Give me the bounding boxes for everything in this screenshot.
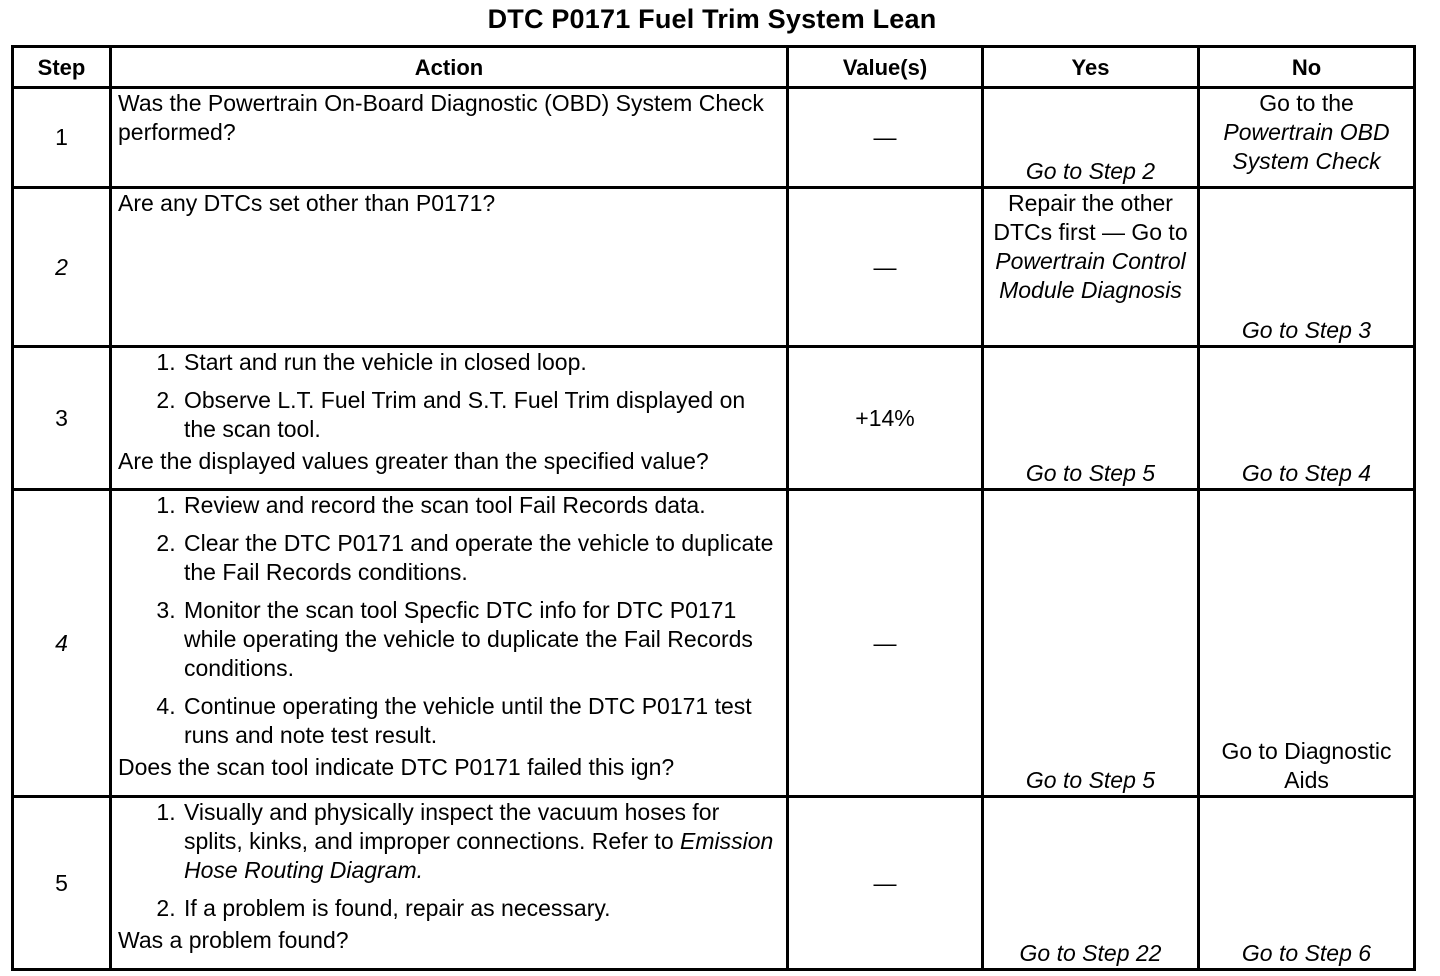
action-cell: [111, 188, 788, 347]
yes-cell[interactable]: [983, 797, 1199, 970]
table-row: [13, 797, 1415, 970]
value-cell: —: [788, 490, 983, 797]
header-values: Value(s): [788, 47, 983, 88]
header-action: Action: [111, 47, 788, 88]
action-question: Does the scan tool indicate DTC P0171 failed this ign?: [118, 754, 675, 780]
yes-cell[interactable]: [983, 347, 1199, 490]
header-yes: Yes: [983, 47, 1199, 88]
no-prefix: Go to the: [1259, 90, 1354, 116]
no-link[interactable]: Go to Step 3: [1241, 317, 1372, 343]
yes-prefix: Repair the other DTCs first — Go to: [993, 190, 1188, 245]
yes-link[interactable]: Powertrain Control Module Diagnosis: [995, 248, 1186, 303]
action-cell: [111, 797, 788, 970]
yes-cell[interactable]: [983, 88, 1199, 188]
no-cell[interactable]: [1199, 88, 1415, 188]
no-cell[interactable]: [1199, 490, 1415, 797]
page-title: DTC P0171 Fuel Trim System Lean: [487, 4, 937, 34]
header-no: No: [1199, 47, 1415, 88]
no-cell[interactable]: [1199, 797, 1415, 970]
yes-link[interactable]: Go to Step 2: [1025, 158, 1156, 184]
table-row: [13, 188, 1415, 347]
action-question: Are the displayed values greater than the specified value?: [118, 448, 709, 474]
value-cell: —: [788, 797, 983, 970]
table-row: [13, 490, 1415, 797]
action-step-item: 1. Start and run the vehicle in closed loop.: [182, 348, 780, 377]
action-step-item: [182, 798, 780, 885]
action-question: Was a problem found?: [118, 927, 349, 953]
action-cell: [111, 347, 788, 490]
action-steps: [118, 491, 780, 750]
action-step-text: Visually and physically inspect the vacuum hoses for splits, kinks, and improper connections. Refer to: [184, 799, 720, 854]
yes-link[interactable]: Go to Step 5: [1025, 767, 1156, 793]
step-number: 2: [13, 188, 111, 347]
table-row: [13, 347, 1415, 490]
no-cell[interactable]: [1199, 188, 1415, 347]
action-steps: [118, 348, 780, 444]
header-row: [13, 47, 1415, 88]
no-link[interactable]: Go to Step 4: [1241, 460, 1372, 486]
yes-cell[interactable]: [983, 188, 1199, 347]
diagnostic-table: [11, 45, 1416, 971]
yes-cell[interactable]: [983, 490, 1199, 797]
yes-link[interactable]: Go to Step 22: [1019, 940, 1162, 966]
action-step-item: 4. Continue operating the vehicle until the DTC P0171 test runs and note test result.: [182, 692, 780, 750]
no-cell[interactable]: [1199, 347, 1415, 490]
emission-hose-link[interactable]: Emission Hose Routing Diagram.: [184, 828, 774, 883]
action-cell: [111, 490, 788, 797]
no-link[interactable]: Powertrain OBD System Check: [1223, 119, 1390, 174]
value-cell: —: [788, 188, 983, 347]
step-number: 4: [13, 490, 111, 797]
no-link[interactable]: Go to Diagnostic Aids: [1221, 738, 1392, 793]
action-question: Was the Powertrain On-Board Diagnostic (OBD) System Check performed?: [118, 90, 764, 145]
value-cell: —: [788, 88, 983, 188]
step-number: 3: [13, 347, 111, 490]
action-step-item: 1. Review and record the scan tool Fail Records data.: [182, 491, 780, 520]
yes-link[interactable]: Go to Step 5: [1025, 460, 1156, 486]
action-steps: [118, 798, 780, 923]
step-number: 1: [13, 88, 111, 188]
action-step-item: 2. If a problem is found, repair as necessary.: [182, 894, 780, 923]
no-link[interactable]: Go to Step 6: [1241, 940, 1372, 966]
table-row: [13, 88, 1415, 188]
action-question: Are any DTCs set other than P0171?: [118, 190, 496, 216]
action-step-item: 2. Clear the DTC P0171 and operate the vehicle to duplicate the Fail Records conditions.: [182, 529, 780, 587]
header-step: Step: [13, 47, 111, 88]
action-cell: [111, 88, 788, 188]
action-step-item: 3. Monitor the scan tool Specfic DTC info for DTC P0171 while operating the vehicle to duplicate the Fail Records conditions.: [182, 596, 780, 683]
step-number: 5: [13, 797, 111, 970]
action-step-item: 2. Observe L.T. Fuel Trim and S.T. Fuel Trim displayed on the scan tool.: [182, 386, 780, 444]
value-cell: +14%: [788, 347, 983, 490]
